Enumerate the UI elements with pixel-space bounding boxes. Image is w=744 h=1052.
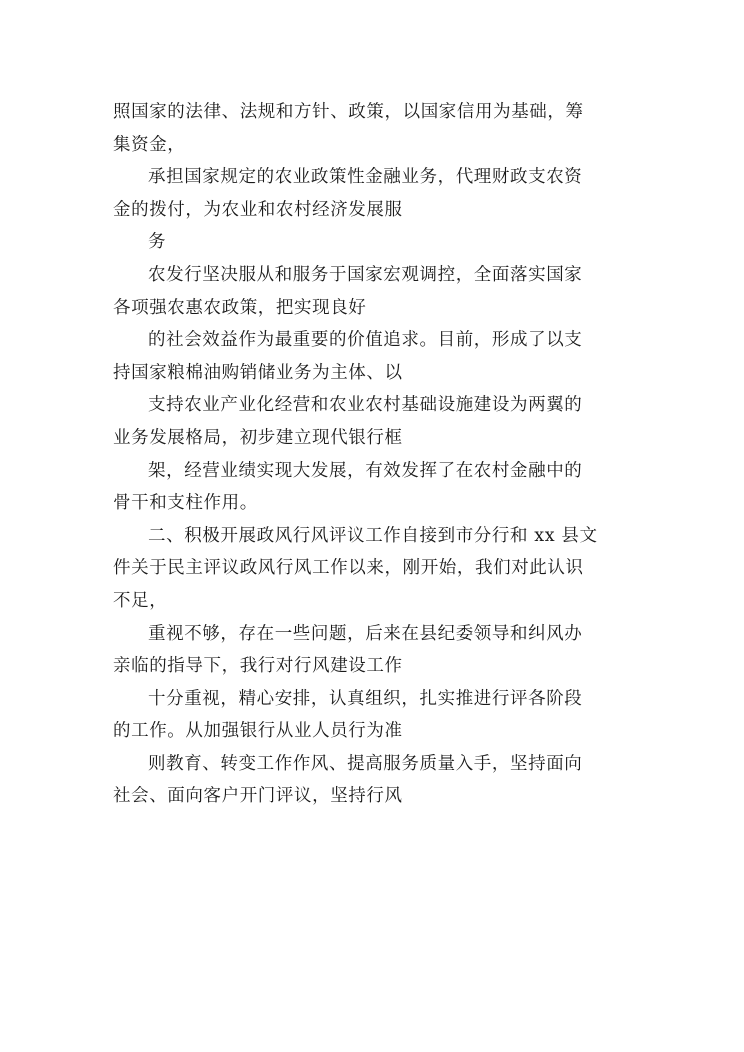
text-line: 金的拨付，为农业和农村经济发展服: [113, 199, 403, 220]
text-line: 各项强农惠农政策，把实现良好: [113, 297, 367, 318]
text-line: 的社会效益作为最重要的价值追求。目前，形成了以支: [148, 330, 583, 351]
text-line: 社会、面向客户开门评议，坚持行风: [113, 786, 403, 807]
text-line: 骨干和支柱作用。: [113, 493, 258, 514]
text-line: 重视不够，存在一些问题，后来在县纪委领导和纠风办: [148, 623, 583, 644]
text-line: 集资金，: [113, 134, 186, 155]
text-line: 业务发展格局，初步建立现代银行框: [113, 427, 403, 448]
text-line: 不足，: [113, 590, 168, 611]
text-line: 承担国家规定的农业政策性金融业务，代理财政支农资: [148, 167, 583, 188]
text-line: 的工作。从加强银行从业人员行为准: [113, 721, 403, 742]
text-line: 十分重视，精心安排，认真组织，扎实推进行评各阶段: [148, 688, 583, 709]
text-line: 则教育、转变工作作风、提高服务质量入手，坚持面向: [148, 753, 583, 774]
text-line: 农发行坚决服从和服务于国家宏观调控，全面落实国家: [148, 264, 583, 285]
text-line: 亲临的指导下，我行对行风建设工作: [113, 656, 403, 677]
body-text: [113, 96, 635, 813]
text-line: 支持农业产业化经营和农业农村基础设施建设为两翼的: [148, 395, 583, 416]
text-line: 持国家粮棉油购销储业务为主体、以: [113, 362, 403, 383]
text-line: 务: [148, 232, 167, 253]
text-line: 件关于民主评议政风行风工作以来，刚开始，我们对此认识: [113, 558, 584, 579]
text-line: 架，经营业绩实现大发展，有效发挥了在农村金融中的: [148, 460, 583, 481]
text-line: 二、积极开展政风行风评议工作自接到市分行和 xx 县文: [148, 525, 598, 546]
text-line: 照国家的法律、法规和方针、政策，以国家信用为基础，筹: [113, 102, 584, 122]
